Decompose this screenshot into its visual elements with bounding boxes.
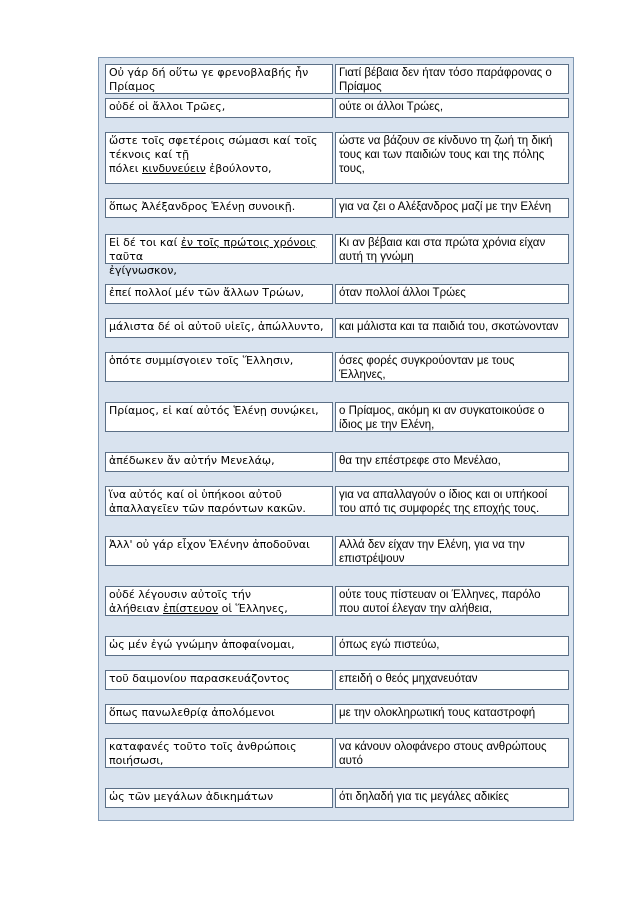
modern-greek-cell: Κι αν βέβαια και στα πρώτα χρόνια είχαν αυτή τη γνώμη [335, 234, 569, 264]
ancient-greek-cell: Ἀλλ' οὐ γάρ εἶχον Ἑλένην ἀποδοῦναι [105, 536, 333, 566]
ancient-greek-cell: ὁπότε συμμίσγοιεν τοῖς Ἕλλησιν, [105, 352, 333, 382]
modern-greek-cell: ώστε να βάζουν σε κίνδυνο τη ζωή τη δική τους και των παιδιών τους και της πόλης τους, [335, 132, 569, 184]
ancient-greek-cell: Οὐ γάρ δή οὕτω γε φρενοβλαβής ἦν Πρίαμος [105, 64, 333, 94]
ancient-greek-cell: ὅπως πανωλεθρίᾳ ἀπολόμενοι [105, 704, 333, 724]
ancient-greek-cell: ὡς μέν ἐγώ γνώμην ἀποφαίνομαι, [105, 636, 333, 656]
ancient-greek-cell: ἐπεί πολλοί μέν τῶν ἄλλων Τρώων, [105, 284, 333, 304]
modern-greek-cell: ότι δηλαδή για τις μεγάλες αδικίες [335, 788, 569, 808]
modern-greek-cell: ούτε οι άλλοι Τρώες, [335, 98, 569, 118]
ancient-greek-cell: οὐδέ λέγουσιν αὐτοῖς τήν ἀλήθειαν ἐπίστευον οἱ Ἕλληνες, [105, 586, 333, 616]
modern-greek-cell: όταν πολλοί άλλοι Τρώες [335, 284, 569, 304]
modern-greek-cell: να κάνουν ολοφάνερο στους ανθρώπους αυτό [335, 738, 569, 768]
ancient-greek-cell: ὥστε τοῖς σφετέροις σώμασι καί τοῖς τέκνοις καί τῇ πόλει κινδυνεύειν ἐβούλοντο, [105, 132, 333, 184]
modern-greek-cell: και μάλιστα και τα παιδιά του, σκοτώνονταν [335, 318, 569, 338]
modern-greek-cell: θα την επέστρεφε στο Μενέλαο, [335, 452, 569, 472]
translation-table [98, 57, 574, 821]
ancient-greek-cell: τοῦ δαιμονίου παρασκευάζοντος [105, 670, 333, 690]
ancient-greek-cell: ἀπέδωκεν ἄν αὐτήν Μενελάῳ, [105, 452, 333, 472]
ancient-greek-cell: Πρίαμος, εἰ καί αὐτός Ἑλένῃ συνῴκει, [105, 402, 333, 432]
modern-greek-cell: όσες φορές συγκρούονταν με τους Έλληνες, [335, 352, 569, 382]
modern-greek-cell: για να ζει ο Αλέξανδρος μαζί με την Ελένη [335, 198, 569, 218]
modern-greek-cell: επειδή ο θεός μηχανευόταν [335, 670, 569, 690]
ancient-greek-cell: καταφανές τοῦτο τοῖς ἀνθρώποις ποιήσωσι, [105, 738, 333, 768]
modern-greek-cell: ούτε τους πίστευαν οι Έλληνες, παρόλο που αυτοί έλεγαν την αλήθεια, [335, 586, 569, 616]
modern-greek-cell: για να απαλλαγούν ο ίδιος και οι υπήκοοί του από τις συμφορές της εποχής τους. [335, 486, 569, 516]
modern-greek-cell: Αλλά δεν είχαν την Ελένη, για να την επιστρέψουν [335, 536, 569, 566]
modern-greek-cell: με την ολοκληρωτική τους καταστροφή [335, 704, 569, 724]
ancient-greek-cell: ἵνα αὐτός καί οἱ ὑπήκοοι αὐτοῦ ἀπαλλαγεῖεν τῶν παρόντων κακῶν. [105, 486, 333, 516]
ancient-greek-cell: ὅπως Ἀλέξανδρος Ἑλένῃ συνοικῇ. [105, 198, 333, 218]
ancient-greek-cell: Εἰ δέ τοι καί ἐν τοῖς πρώτοις χρόνοις ταῦτα ἐγίγνωσκον, [105, 234, 333, 264]
ancient-greek-cell: μάλιστα δέ οἱ αὐτοῦ υἱεῖς, ἀπώλλυντο, [105, 318, 333, 338]
modern-greek-cell: ο Πρίαμος, ακόμη κι αν συγκατοικούσε ο ίδιος με την Ελένη, [335, 402, 569, 432]
ancient-greek-cell: ὡς τῶν μεγάλων ἀδικημάτων [105, 788, 333, 808]
modern-greek-cell: όπως εγώ πιστεύω, [335, 636, 569, 656]
modern-greek-cell: Γιατί βέβαια δεν ήταν τόσο παράφρονας ο Πρίαμος [335, 64, 569, 94]
ancient-greek-cell: οὐδέ οἱ ἄλλοι Τρῶες, [105, 98, 333, 118]
